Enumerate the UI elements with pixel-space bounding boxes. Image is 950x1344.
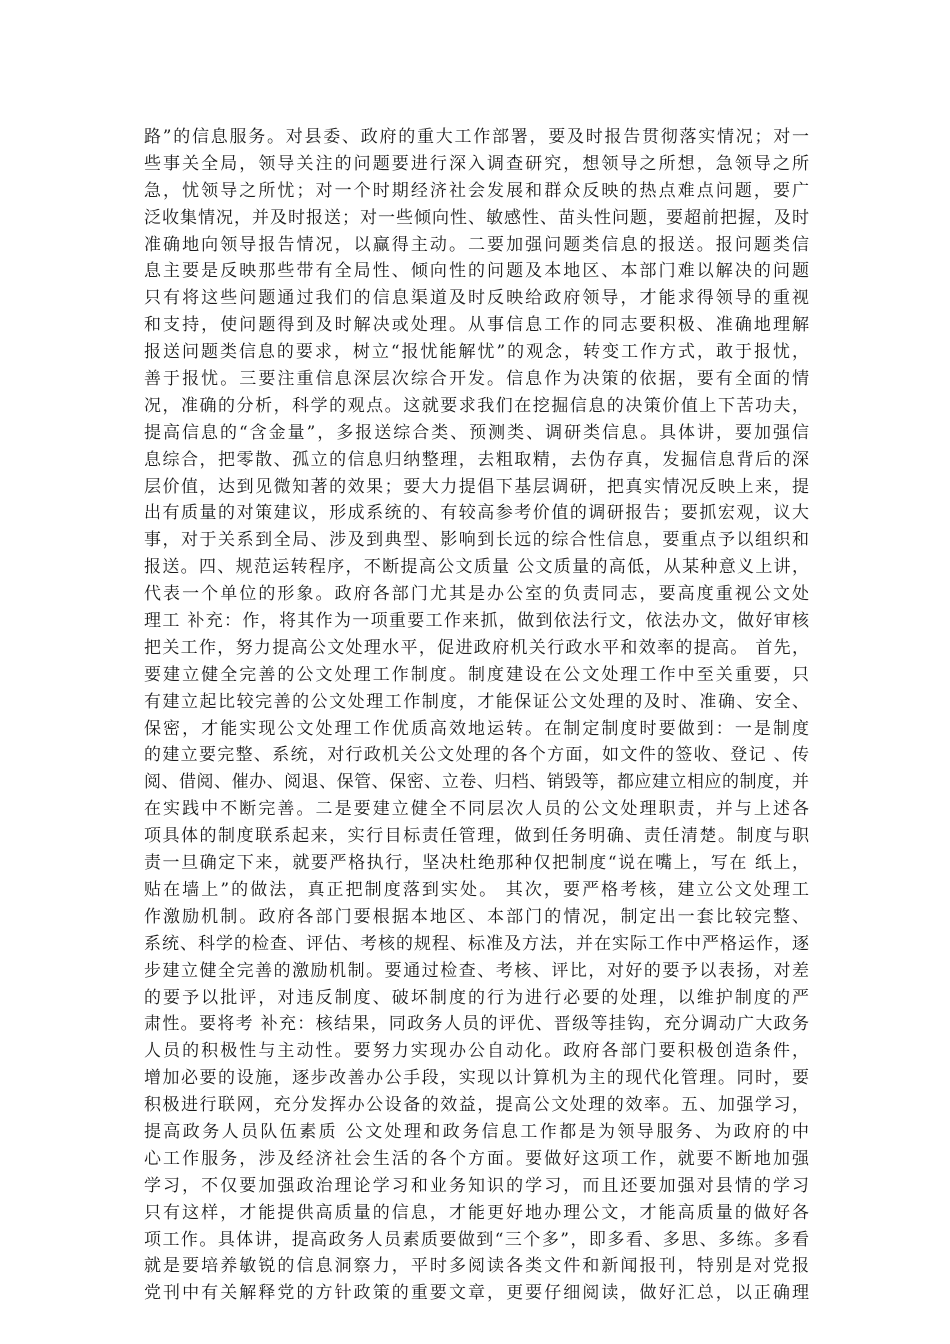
text-line: 有建立起比较完善的公文处理工作制度，才能保证公文处理的及时、准确、安全、	[144, 691, 809, 712]
text-line: 的建立要完整、系统，对行政机关公文处理的各个方面，如文件的签收、登记 、传	[144, 745, 809, 766]
text-line: 在实践中不断完善。二是要建立健全不同层次人员的公文处理职责，并与上述各	[144, 799, 809, 820]
text-line: 责一旦确定下来，就要严格执行，坚决杜绝那种仅把制度“说在嘴上，写在 纸上，	[144, 853, 809, 874]
text-line: 积极进行联网，充分发挥办公设备的效益，提高公文处理的效率。五、加强学习，	[144, 1095, 809, 1116]
text-line: 层价值，达到见微知著的效果；要大力提倡下基层调研，把真实情况反映上来，提	[144, 476, 809, 497]
text-line: 贴在墙上”的做法，真正把制度落到实处。 其次，要严格考核，建立公文处理工	[144, 879, 809, 900]
text-line: 保密，才能实现公文处理工作优质高效地运转。在制定制度时要做到：一是制度	[144, 718, 809, 739]
text-line: 人员的积极性与主动性。要努力实现办公自动化。政府各部门要积极创造条件，	[144, 1041, 809, 1062]
text-line: 把关工作，努力提高公文处理水平，促进政府机关行政水平和效率的提高。 首先，	[144, 637, 809, 658]
text-line: 系统、科学的检查、评估、考核的规程、标准及方法，并在实际工作中严格运作，逐	[144, 933, 809, 954]
text-line: 路”的信息服务。对县委、政府的重大工作部署，要及时报告贯彻落实情况；对一	[144, 127, 809, 147]
text-line: 阅、借阅、催办、阅退、保管、保密、立卷、归档、销毁等，都应建立相应的制度，并	[144, 772, 809, 793]
body-text	[144, 124, 809, 1307]
text-line: 项工作。具体讲，提高政务人员素质要做到“三个多”，即多看、多思、多练。多看	[144, 1229, 809, 1250]
text-line: 增加必要的设施，逐步改善办公手段，实现以计算机为主的现代化管理。同时，要	[144, 1068, 809, 1089]
text-line: 作激励机制。政府各部门要根据本地区、本部门的情况，制定出一套比较完整、	[144, 906, 809, 927]
text-line: 就是要培养敏锐的信息洞察力，平时多阅读各类文件和新闻报刊，特别是对党报	[144, 1256, 809, 1277]
text-line: 况，准确的分析，科学的观点。这就要求我们在挖掘信息的决策价值上下苦功夫，	[144, 395, 809, 416]
text-line: 些事关全局，领导关注的问题要进行深入调查研究，想领导之所想，急领导之所	[144, 153, 809, 174]
text-line: 泛收集情况，并及时报送；对一些倾向性、敏感性、苗头性问题，要超前把握，及时	[144, 207, 809, 228]
text-line: 准确地向领导报告情况，以赢得主动。二要加强问题类信息的报送。报问题类信	[144, 234, 809, 255]
text-line: 步建立健全完善的激励机制。要通过检查、考核、评比，对好的要予以表扬，对差	[144, 960, 809, 981]
text-line: 学习，不仅要加强政治理论学习和业务知识的学习，而且还要加强对县情的学习	[144, 1175, 809, 1196]
text-line: 理工 补充：作，将其作为一项重要工作来抓，做到依法行文，依法办文，做好审核	[144, 611, 809, 632]
text-line: 息主要是反映那些带有全局性、倾向性的问题及本地区、本部门难以解决的问题	[144, 261, 809, 282]
text-line: 只有将这些问题通过我们的信息渠道及时反映给政府领导，才能求得领导的重视	[144, 288, 809, 309]
text-line: 报送问题类信息的要求，树立“报忧能解忧”的观念，转变工作方式，敢于报忧，	[144, 342, 809, 363]
text-line: 急，忧领导之所忧；对一个时期经济社会发展和群众反映的热点难点问题，要广	[144, 180, 809, 201]
text-line: 党刊中有关解释党的方针政策的重要文章，更要仔细阅读，做好汇总，以正确理	[144, 1283, 809, 1304]
text-line: 只有这样，才能提供高质量的信息，才能更好地办理公文，才能高质量的做好各	[144, 1202, 809, 1223]
text-line: 事，对于关系到全局、涉及到典型、影响到长远的综合性信息，要重点予以组织和	[144, 530, 809, 551]
text-line: 的要予以批评，对违反制度、破坏制度的行为进行必要的处理，以维护制度的严	[144, 987, 809, 1008]
text-line: 息综合，把零散、孤立的信息归纳整理，去粗取精，去伪存真，发掘信息背后的深	[144, 449, 809, 470]
text-line: 代表一个单位的形象。政府各部门尤其是办公室的负责同志，要高度重视公文处	[144, 584, 809, 605]
text-line: 报送。四、规范运转程序，不断提高公文质量 公文质量的高低，从某种意义上讲，	[144, 557, 809, 578]
text-line: 提高信息的“含金量”，多报送综合类、预测类、调研类信息。具体讲，要加强信	[144, 422, 809, 443]
text-line: 和支持，使问题得到及时解决或处理。从事信息工作的同志要积极、准确地理解	[144, 315, 809, 336]
text-line: 要建立健全完善的公文处理工作制度。制度建设在公文处理工作中至关重要，只	[144, 664, 809, 685]
text-line: 心工作服务，涉及经济社会生活的各个方面。要做好这项工作，就要不断地加强	[144, 1148, 809, 1169]
text-line: 肃性。要将考 补充：核结果，同政务人员的评优、晋级等挂钩，充分调动广大政务	[144, 1014, 809, 1035]
text-line: 出有质量的对策建议，形成系统的、有较高参考价值的调研报告；要抓宏观，议大	[144, 503, 809, 524]
text-line: 项具体的制度联系起来，实行目标责任管理，做到任务明确、责任清楚。制度与职	[144, 826, 809, 847]
text-line: 提高政务人员队伍素质 公文处理和政务信息工作都是为领导服务、为政府的中	[144, 1121, 809, 1142]
text-line: 善于报忧。三要注重信息深层次综合开发。信息作为决策的依据，要有全面的情	[144, 369, 809, 390]
